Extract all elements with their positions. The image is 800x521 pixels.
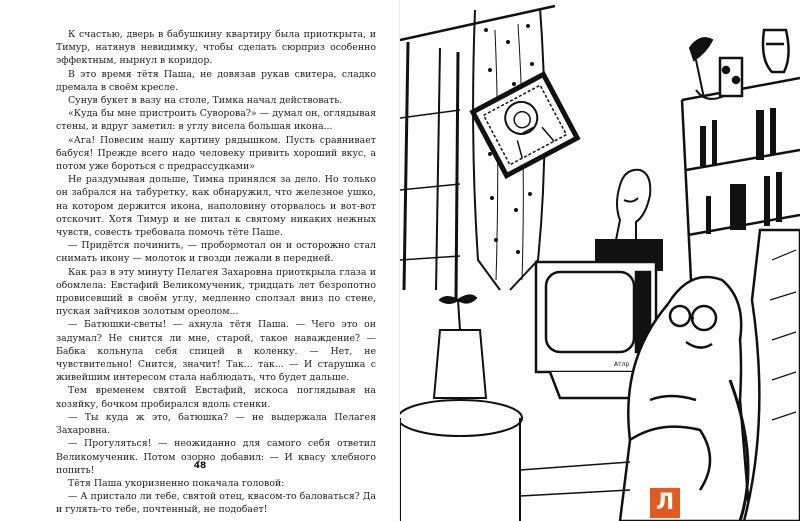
paragraph: Сунув букет в вазу на столе, Тимка начал действовать. xyxy=(68,95,343,107)
publisher-logo: Л xyxy=(650,488,680,518)
paragraph: В это время тётя Паша, не довязав рукав свитера, сладко дремала в своём кресле. xyxy=(56,68,376,93)
paragraph: Тем временем святой Евстафий, искоса поглядывая на хозяйку, бочком пробирался вдоль стенки. xyxy=(56,385,376,410)
paragraph: — Придётся починить, — пробормотал он и осторожно стал снимать икону — молоток и гвозди лежали в передней. xyxy=(56,240,376,265)
tv-brand-label: Атлр xyxy=(614,361,630,368)
ink-illustration xyxy=(400,0,800,521)
shelf-objects xyxy=(700,108,782,234)
floor xyxy=(520,462,630,496)
paragraph: Не раздумывая дольше, Тимка принялся за дело. Но только он забрался на табуретку, как обнаружил, что железное ушко, на котором держится икона, наполовину оторвалось и вот-вот отскочит. Хотя Тимур и не питал к святому никаких нежных чувств, совесть требовала помочь тёте Паше. xyxy=(56,174,376,239)
paragraph: Как раз в эту минуту Пелагея Захаровна приоткрыла глаза и обомлела: Евстафий Великомученик, тридцать лет безропотно провисевший в своём углу, медленно сползал вниз по стене, пуская зайчиков золотым ореолом... xyxy=(56,266,376,318)
paragraph: «Куда бы мне пристроить Суворова?» — думал он, оглядывая стены, и вдруг заметил: в углу висела большая икона... xyxy=(56,108,376,133)
icon-frame xyxy=(473,74,577,175)
side-table xyxy=(400,295,522,521)
paragraph: — Батюшки-светы! — ахнула тётя Паша. — Чего это он задумал? Не снится ли мне, старой, такое наваждение? — Бабка кольнула себя спицей в коленку. — Нет, не чувствительно! Снится, значит! Так... так... — И старушка с живейшим интересом стала наблюдать, что будет дальше. xyxy=(56,319,376,384)
bust-statue xyxy=(596,170,662,270)
paragraph: «Ага! Повесим нашу картину рядышком. Пусть сравнивает бабуся! Прежде всего надо человеку привить хороший вкус, а потом уже бороться с предрассудками» xyxy=(56,134,376,173)
page-number: 48 xyxy=(193,461,207,471)
paragraph: К счастью, дверь в бабушкину квартиру была приоткрыта, и Тимур, натянув невидимку, чтобы сделать сюрприз особенно эффектным, нырнул в коридор. xyxy=(56,29,376,67)
story-text xyxy=(56,28,376,517)
paragraph: — Ты куда ж это, батюшка? — не выдержала Пелагея Захаровна. xyxy=(56,411,376,437)
paragraph: — Прогуляться! — неожиданно для самого себя ответил Великомученик. Потом озорно добавил: — И квасу хлебного попить! xyxy=(56,438,376,476)
right-page xyxy=(400,0,800,521)
paragraph: Тётя Паша укоризненно покачала головой: xyxy=(68,477,285,489)
paragraph: — А пристало ли тебе, святой отец, квасом-то баловаться? Да и гулять-то тебе, почтенный, не подобает! xyxy=(56,491,376,516)
